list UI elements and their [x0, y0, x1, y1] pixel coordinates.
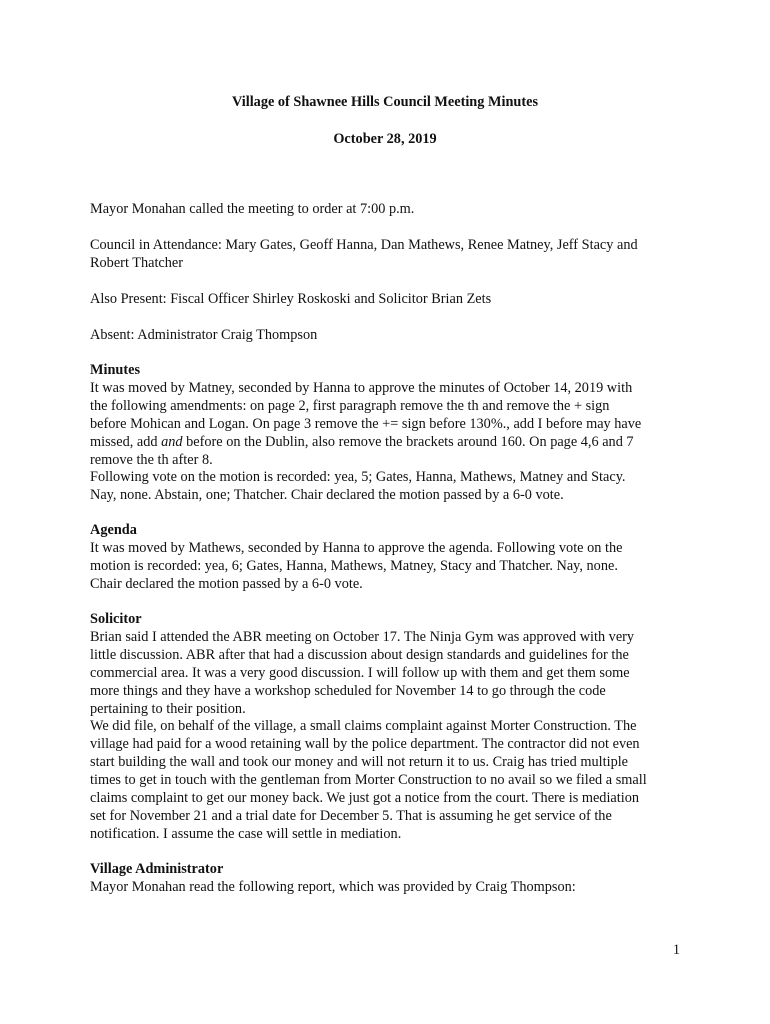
minutes-line: Following vote on the motion is recorded: yea, 5; Gates, Hanna, Mathews, Matney and Stacy.	[90, 469, 626, 486]
agenda-heading: Agenda	[90, 522, 137, 538]
agenda-line: It was moved by Mathews, seconded by Hanna to approve the agenda. Following vote on the	[90, 539, 623, 556]
village-administrator-line: Mayor Monahan read the following report, which was provided by Craig Thompson:	[90, 878, 576, 895]
agenda-section	[90, 522, 690, 594]
minutes-line: remove the th after 8.	[90, 451, 213, 468]
minutes-line: the following amendments: on page 2, first paragraph remove the th and remove the + sign	[90, 397, 610, 414]
solicitor-section	[90, 611, 690, 844]
attendance-line-1: Council in Attendance: Mary Gates, Geoff Hanna, Dan Mathews, Renee Matney, Jeff Stacy and	[90, 237, 638, 253]
village-administrator-heading: Village Administrator	[90, 861, 224, 877]
minutes-line: Nay, none. Abstain, one; Thatcher. Chair declared the motion passed by a 6-0 vote.	[90, 487, 564, 504]
village-administrator-section	[90, 861, 690, 897]
solicitor-line: claims complaint to get our money back. We just got a notice from the court. There is mediation	[90, 790, 640, 807]
solicitor-line: times to get in touch with the gentleman from Morter Construction to no avail so we filed a small	[90, 772, 647, 789]
solicitor-line: more things and they have a workshop scheduled for November 14 to go through the code	[90, 682, 606, 699]
solicitor-line: village had paid for a wood retaining wall by the police department. The contractor did not even	[90, 736, 640, 753]
also-present-text: Also Present: Fiscal Officer Shirley Roskoski and Solicitor Brian Zets	[90, 291, 492, 307]
solicitor-line: notification. I assume the case will settle in mediation.	[90, 825, 402, 842]
call-to-order	[90, 201, 690, 219]
absent-text: Absent: Administrator Craig Thompson	[90, 327, 318, 343]
attendance-line-2: Robert Thatcher	[90, 254, 184, 271]
minutes-line-text: missed, add	[90, 433, 162, 450]
solicitor-line: pertaining to their position.	[90, 700, 246, 717]
minutes-line-italic: and	[161, 433, 183, 450]
minutes-heading: Minutes	[90, 362, 141, 378]
solicitor-line: commercial area. It was a very good discussion. I will follow up with them and get them some	[90, 664, 630, 681]
solicitor-line: start building the wall and took our money and will not return it to us. Craig has tried multiple	[90, 754, 629, 771]
solicitor-heading: Solicitor	[90, 611, 142, 627]
council-attendance	[90, 237, 690, 273]
document-title: Village of Shawnee Hills Council Meeting Minutes	[231, 94, 539, 110]
minutes-line-text: before on the Dublin, also remove the brackets around 160. On page 4,6 and 7	[182, 433, 634, 450]
call-to-order-text: Mayor Monahan called the meeting to order at 7:00 p.m.	[90, 201, 415, 217]
solicitor-line: Brian said I attended the ABR meeting on October 17. The Ninja Gym was approved with very	[90, 628, 635, 645]
page-number: 1	[672, 942, 680, 958]
absent	[90, 327, 690, 345]
minutes-line: It was moved by Matney, seconded by Hanna to approve the minutes of October 14, 2019 with	[90, 379, 633, 396]
solicitor-line: set for November 21 and a trial date for December 5. That is assuming he get service of the	[90, 807, 612, 824]
agenda-line: Chair declared the motion passed by a 6-0 vote.	[90, 575, 363, 592]
solicitor-line: little discussion. ABR after that had a discussion about design standards and guidelines for the	[90, 646, 629, 663]
minutes-line	[90, 434, 690, 452]
minutes-line: before Mohican and Logan. On page 3 remove the += sign before 130%., add I before may have	[90, 415, 642, 432]
solicitor-line: We did file, on behalf of the village, a small claims complaint against Morter Construction. The	[90, 718, 637, 735]
meeting-date: October 28, 2019	[333, 131, 437, 147]
agenda-line: motion is recorded: yea, 6; Gates, Hanna, Mathews, Matney, Stacy and Thatcher. Nay, none.	[90, 557, 618, 574]
minutes-section	[90, 362, 690, 505]
also-present	[90, 291, 690, 309]
